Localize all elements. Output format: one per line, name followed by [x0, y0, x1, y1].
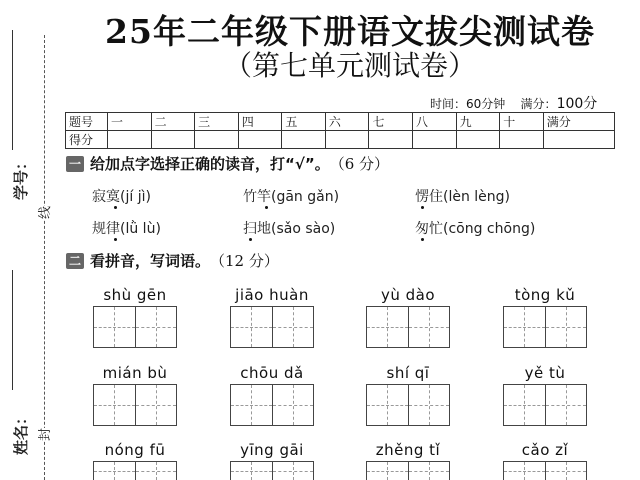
- q1-item[interactable]: 愣住(lèn lèng): [415, 189, 511, 205]
- score-cell[interactable]: [151, 131, 195, 149]
- writing-grid[interactable]: [230, 461, 314, 480]
- score-cell[interactable]: [500, 131, 544, 149]
- grid-cell[interactable]: [135, 307, 177, 347]
- word-box: [93, 364, 177, 426]
- score-header-cell: 四: [238, 113, 282, 131]
- full-score-label: 满分：: [520, 97, 557, 111]
- writing-grid[interactable]: [503, 306, 587, 348]
- grid-cell[interactable]: [231, 307, 272, 347]
- score-table-score-row: [66, 131, 615, 149]
- q1-item[interactable]: 寂寞(jí jì): [92, 189, 151, 205]
- emphasis-dot: [114, 206, 117, 209]
- grid-cell[interactable]: [545, 385, 587, 425]
- grid-cell[interactable]: [94, 385, 135, 425]
- emphasis-dot: [421, 238, 424, 241]
- score-cell[interactable]: [369, 131, 413, 149]
- word-box: [366, 286, 450, 348]
- word-pinyin: shí qī: [386, 364, 430, 382]
- grid-cell[interactable]: [367, 307, 408, 347]
- q1-item[interactable]: 扫地(sǎo sào): [243, 221, 336, 237]
- word-pinyin: cǎo zǐ: [521, 441, 569, 459]
- score-cell[interactable]: [456, 131, 500, 149]
- word-pinyin: tòng kǔ: [514, 286, 576, 304]
- word-pinyin: mián bù: [102, 364, 168, 382]
- grid-cell[interactable]: [231, 462, 272, 480]
- name-label: 姓名：: [12, 409, 30, 455]
- word-box: [366, 441, 450, 480]
- word-box: [503, 286, 587, 348]
- writing-grid[interactable]: [503, 384, 587, 426]
- score-header-cell: 六: [325, 113, 369, 131]
- grid-cell[interactable]: [272, 307, 314, 347]
- word-pinyin: chōu dǎ: [240, 364, 304, 382]
- word-box: [230, 286, 314, 348]
- exam-meta: [430, 93, 597, 113]
- binding-dashed-line: [44, 35, 45, 480]
- score-cell[interactable]: [543, 131, 614, 149]
- section-1-text: 给加点字选择正确的读音，打“√”。: [90, 155, 330, 173]
- binding-seal-mark: 封: [34, 428, 53, 441]
- binding-line-mark: 线: [34, 206, 53, 219]
- emphasis-dot: [265, 206, 268, 209]
- writing-grid[interactable]: [366, 306, 450, 348]
- word-box: [93, 286, 177, 348]
- grid-cell[interactable]: [272, 385, 314, 425]
- word-box: [503, 441, 587, 480]
- score-cell[interactable]: [325, 131, 369, 149]
- score-header-cell: 三: [195, 113, 239, 131]
- grid-cell[interactable]: [367, 462, 408, 480]
- grid-cell[interactable]: [504, 307, 545, 347]
- grid-cell[interactable]: [367, 385, 408, 425]
- score-cell[interactable]: [413, 131, 457, 149]
- grid-cell[interactable]: [408, 385, 450, 425]
- grid-cell[interactable]: [408, 307, 450, 347]
- section-2-heading: [66, 250, 279, 271]
- score-header-cell: 二: [151, 113, 195, 131]
- section-1-points: （6 分）: [329, 155, 390, 173]
- word-box: [230, 441, 314, 480]
- writing-grid[interactable]: [93, 306, 177, 348]
- section-2-text: 看拼音，写词语。: [90, 252, 211, 270]
- exam-title: 25年二年级下册语文拔尖测试卷: [105, 12, 595, 51]
- grid-cell[interactable]: [94, 307, 135, 347]
- score-header-cell: 满分: [543, 113, 614, 131]
- grid-cell[interactable]: [231, 385, 272, 425]
- exam-subtitle: （第七单元测试卷）: [223, 49, 476, 82]
- grid-cell[interactable]: [272, 462, 314, 480]
- word-pinyin: nóng fū: [104, 441, 166, 459]
- grid-cell[interactable]: [94, 462, 135, 480]
- score-cell[interactable]: [108, 131, 152, 149]
- full-score-value: 100分: [556, 96, 598, 112]
- score-header-cell: 五: [282, 113, 326, 131]
- writing-grid[interactable]: [366, 461, 450, 480]
- word-pinyin: zhěng tǐ: [375, 441, 441, 459]
- word-pinyin: yù dào: [380, 286, 436, 304]
- writing-grid[interactable]: [503, 461, 587, 480]
- grid-cell[interactable]: [135, 462, 177, 480]
- score-header-cell: 九: [456, 113, 500, 131]
- word-pinyin: yīng gāi: [240, 441, 304, 459]
- section-2-points: （12 分）: [210, 252, 279, 270]
- score-table: [65, 112, 615, 149]
- emphasis-dot: [249, 238, 252, 241]
- writing-grid[interactable]: [230, 384, 314, 426]
- score-table-header-row: [66, 113, 615, 131]
- grid-cell[interactable]: [135, 385, 177, 425]
- section-2-number: 二: [66, 253, 84, 269]
- score-header-cell: 题号: [66, 113, 108, 131]
- writing-grid[interactable]: [366, 384, 450, 426]
- score-header-cell: 一: [108, 113, 152, 131]
- score-header-cell: 八: [413, 113, 457, 131]
- writing-grid[interactable]: [230, 306, 314, 348]
- score-cell[interactable]: [195, 131, 239, 149]
- word-pinyin: jiāo huàn: [235, 286, 309, 304]
- score-cell[interactable]: [282, 131, 326, 149]
- student-number-blank[interactable]: [12, 30, 13, 150]
- name-blank[interactable]: [12, 270, 13, 390]
- score-header-cell: 十: [500, 113, 544, 131]
- word-box: [503, 364, 587, 426]
- writing-grid[interactable]: [93, 384, 177, 426]
- section-1-number: 一: [66, 156, 84, 172]
- emphasis-dot: [421, 206, 424, 209]
- score-header-cell: 七: [369, 113, 413, 131]
- section-1-heading: [66, 153, 389, 174]
- time-limit: 时间：60分钟: [430, 97, 506, 111]
- word-pinyin: shù gēn: [103, 286, 167, 304]
- grid-cell[interactable]: [504, 385, 545, 425]
- q1-item[interactable]: 规律(lǜ lù): [92, 221, 161, 237]
- word-box: [366, 364, 450, 426]
- grid-cell[interactable]: [545, 307, 587, 347]
- word-box: [93, 441, 177, 480]
- q1-item[interactable]: 竹竿(gān gǎn): [243, 189, 340, 205]
- grid-cell[interactable]: [504, 462, 545, 480]
- grid-cell[interactable]: [408, 462, 450, 480]
- binding-strip: [0, 0, 58, 480]
- word-box: [230, 364, 314, 426]
- score-row-label: 得分: [66, 131, 108, 149]
- word-pinyin: yě tù: [524, 364, 566, 382]
- grid-cell[interactable]: [545, 462, 587, 480]
- emphasis-dot: [114, 238, 117, 241]
- writing-grid[interactable]: [93, 461, 177, 480]
- q1-item[interactable]: 匆忙(cōng chōng): [415, 221, 536, 237]
- student-number-label: 学号：: [12, 154, 30, 200]
- score-cell[interactable]: [238, 131, 282, 149]
